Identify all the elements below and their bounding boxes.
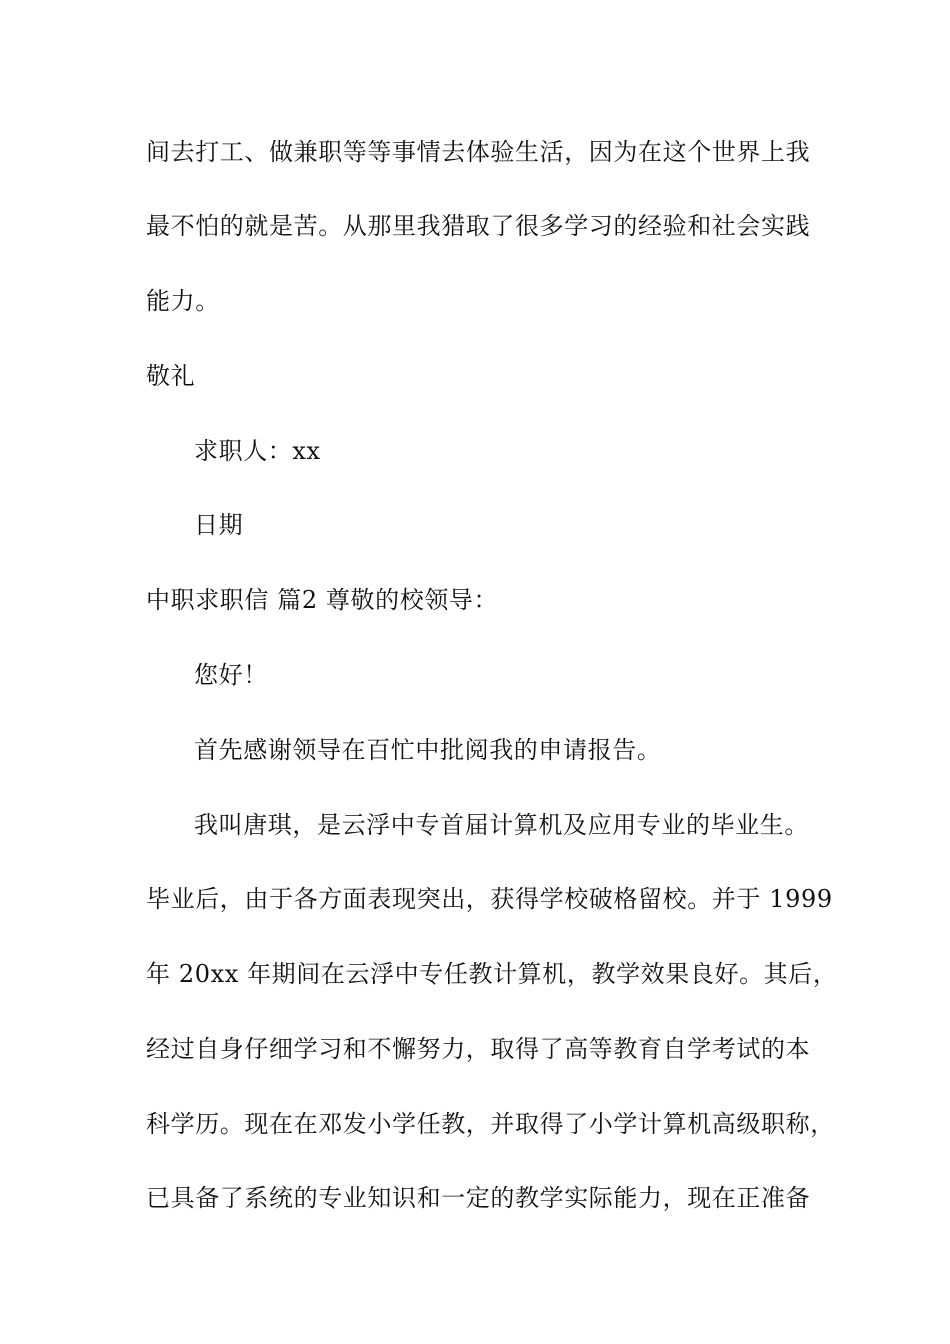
- body-text-line: 经过自身仔细学习和不懈努力，取得了高等教育自学考试的本: [146, 1035, 811, 1063]
- date-line: 日期: [194, 511, 244, 539]
- greeting: 您好！: [194, 661, 268, 689]
- body-text-line: 已具备了系统的专业知识和一定的教学实际能力，现在正准备: [146, 1184, 811, 1212]
- body-text-line: 毕业后，由于各方面表现突出，获得学校破格留校。并于 1999: [146, 885, 833, 913]
- body-text-line: 能力。: [146, 287, 220, 315]
- section-heading: 中职求职信 篇2 尊敬的校领导：: [146, 586, 499, 614]
- applicant-signature: 求职人：xx: [194, 437, 321, 465]
- body-text-line: 最不怕的就是苦。从那里我猎取了很多学习的经验和社会实践: [146, 212, 811, 240]
- closing-salutation: 敬礼: [146, 362, 196, 390]
- body-text-line: 我叫唐琪，是云浮中专首届计算机及应用专业的毕业生。: [194, 811, 809, 839]
- body-text-line: 首先感谢领导在百忙中批阅我的申请报告。: [194, 736, 662, 764]
- body-text-line: 科学历。现在在邓发小学任教，并取得了小学计算机高级职称，: [146, 1110, 835, 1138]
- body-text-line: 间去打工、做兼职等等事情去体验生活，因为在这个世界上我: [146, 138, 811, 166]
- body-text-line: 年 20xx 年期间在云浮中专任教计算机，教学效果良好。其后，: [146, 960, 838, 988]
